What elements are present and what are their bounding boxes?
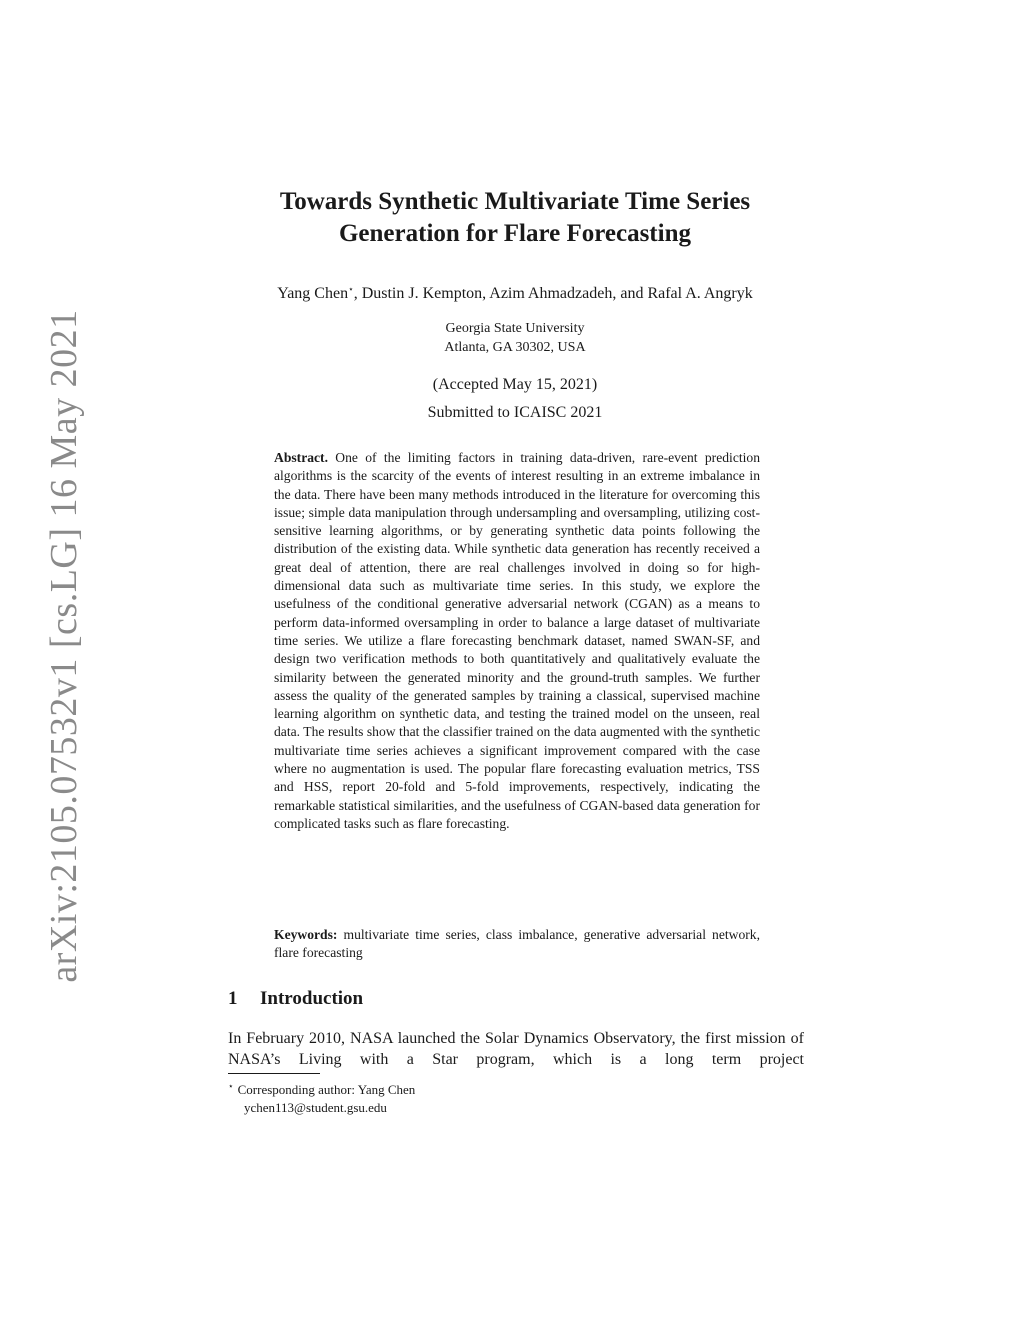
affiliation-address: Atlanta, GA 30302, USA: [444, 340, 586, 355]
footnote-email: ychen113@student.gsu.edu: [244, 1100, 387, 1115]
keywords-text: multivariate time series, class imbalance, generative adversarial network, flare forecasting: [274, 927, 760, 961]
author-star-mark: ⋆: [348, 284, 354, 294]
abstract-text: One of the limiting factors in training data-driven, rare-event prediction algorithms is the scarcity of the events of interest resulting in an extreme imbalance in the data. There have been many methods introduced in the literature for overcoming this issue; simple data manipulation through undersampling and oversampling, utilizing cost-sensitive learning algorithms, or by generating synthetic data points following the distribution of the existing data. While synthetic data generation has recently received a great deal of attention, there are real challenges involved in doing so for high-dimensional data such as multivariate time series. In this study, we explore the usefulness of the conditional generative adversarial network (CGAN) as a means to perform data-informed oversampling in order to balance a large dataset of multivariate time series. We utilize a flare forecasting benchmark dataset, named SWAN-SF, and design two verification methods to both quantitatively and qualitatively evaluate the similarity between the generated minority and the ground-truth samples. We further assess the quality of the generated samples by training a classical, supervised machine learning algorithm on synthetic data, and testing the trained model on the unseen, real data. The results show that the classifier trained on the data augmented with the synthetic multivariate time series achieves a significant improvement compared with the case where no augmentation is used. The popular flare forecasting evaluation metrics, TSS and HSS, report 20-fold and 5-fold improvements, respectively, indicating the remarkable statistical similarities, and the usefulness of CGAN-based data generation for complicated tasks such as flare forecasting.: [274, 450, 760, 831]
section-heading: [228, 988, 363, 1010]
affiliation: [190, 319, 840, 357]
submitted-venue: Submitted to ICAISC 2021: [427, 404, 603, 421]
abstract-label: Abstract.: [274, 450, 328, 465]
footnote-text: Corresponding author: Yang Chen: [237, 1082, 416, 1097]
keywords: [274, 926, 760, 963]
title-line-2: Generation for Flare Forecasting: [338, 220, 691, 247]
footnote-divider: [228, 1073, 320, 1074]
author-first: Yang Chen: [277, 285, 349, 302]
section-number: 1: [228, 988, 238, 1009]
intro-paragraph: In February 2010, NASA launched the Solar Dynamics Observatory, the first mission of NASA’s Living with a Star program, which is a long term project: [228, 1030, 804, 1068]
author-rest: , Dustin J. Kempton, Azim Ahmadzadeh, and Rafal A. Angryk: [353, 285, 753, 302]
abstract: [274, 449, 760, 833]
accepted-date: (Accepted May 15, 2021): [432, 376, 598, 393]
author-list: [190, 284, 840, 303]
keywords-label: Keywords:: [274, 927, 338, 942]
arxiv-identifier: arXiv:2105.07532v1 [cs.LG] 16 May 2021: [43, 309, 85, 983]
title-line-1: Towards Synthetic Multivariate Time Series: [279, 188, 751, 215]
affiliation-university: Georgia State University: [445, 321, 585, 336]
footnote-mark: ⋆: [228, 1081, 234, 1091]
section-title: Introduction: [260, 988, 364, 1009]
footnote: [228, 1077, 415, 1117]
paper-title: [190, 186, 840, 250]
